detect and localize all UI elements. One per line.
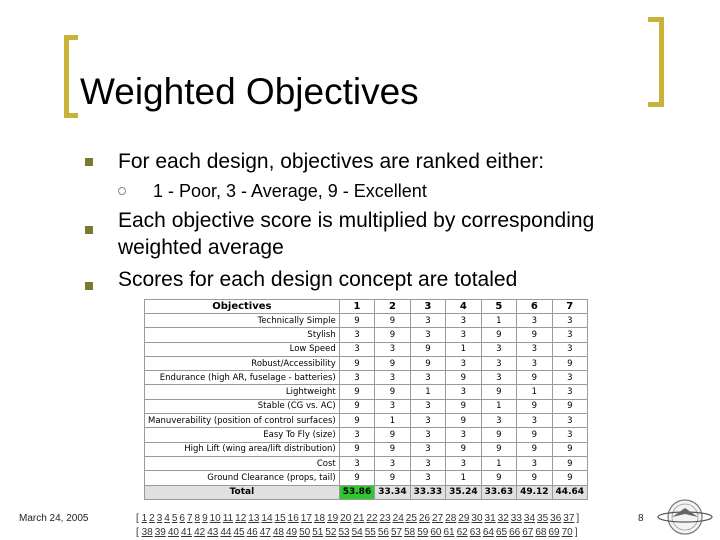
slide-link[interactable]: 32 (497, 513, 509, 524)
slide-link[interactable]: 59 (417, 527, 429, 538)
table-row (145, 442, 588, 456)
score-cell: 3 (481, 342, 516, 356)
score-cell: 3 (517, 356, 552, 370)
score-cell: 3 (410, 428, 445, 442)
score-cell: 3 (410, 314, 445, 328)
table-row (145, 342, 588, 356)
score-cell: 9 (481, 428, 516, 442)
score-cell: 9 (481, 385, 516, 399)
objective-name: Cost (145, 456, 340, 470)
table-row (145, 314, 588, 328)
slide-link[interactable]: 61 (443, 527, 455, 538)
slide-link[interactable]: 4 (164, 513, 170, 524)
slide-link[interactable]: 63 (469, 527, 481, 538)
slide-link[interactable]: 62 (456, 527, 468, 538)
score-cell: 3 (481, 356, 516, 370)
slide-link[interactable]: 51 (312, 527, 324, 538)
table-row (145, 471, 588, 485)
score-cell: 3 (552, 414, 587, 428)
score-cell: 3 (410, 371, 445, 385)
header-design-3: 3 (410, 300, 445, 314)
slide-link[interactable]: 30 (471, 513, 483, 524)
slide-link[interactable]: 34 (523, 513, 536, 524)
total-cell: 49.12 (517, 485, 552, 499)
score-cell: 3 (410, 456, 445, 470)
score-cell: 9 (446, 442, 481, 456)
score-cell: 3 (446, 356, 481, 370)
slide-link[interactable]: 69 (548, 527, 560, 538)
score-cell: 9 (339, 314, 374, 328)
objective-name: Stylish (145, 328, 340, 342)
table-row (145, 385, 588, 399)
score-cell: 3 (410, 328, 445, 342)
table-row (145, 456, 588, 470)
objective-name: High Lift (wing area/lift distribution) (145, 442, 340, 456)
header-objectives: Objectives (145, 300, 340, 314)
score-cell: 1 (446, 471, 481, 485)
nav-bracket-open: [ (136, 527, 139, 538)
score-cell: 9 (481, 328, 516, 342)
score-cell: 9 (517, 442, 552, 456)
nav-bracket-close: ] (576, 513, 580, 524)
slide-link[interactable]: 46 (246, 527, 258, 538)
slide-link[interactable]: 9 (202, 513, 208, 524)
slide-link[interactable]: 54 (351, 527, 363, 538)
header-design-2: 2 (375, 300, 410, 314)
score-cell: 3 (517, 414, 552, 428)
slide-link[interactable]: 23 (379, 513, 391, 524)
score-cell: 9 (339, 399, 374, 413)
score-cell: 9 (410, 356, 445, 370)
header-design-7: 7 (552, 300, 587, 314)
slide-link[interactable]: 15 (274, 513, 286, 524)
score-cell: 3 (446, 428, 481, 442)
score-cell: 9 (552, 471, 587, 485)
header-design-1: 1 (339, 300, 374, 314)
slide-link[interactable]: 50 (299, 527, 311, 538)
score-cell: 9 (517, 399, 552, 413)
objective-name: Robust/Accessibility (145, 356, 340, 370)
slide-link[interactable]: 8 (194, 513, 201, 524)
slide-link[interactable]: 39 (154, 527, 166, 538)
slide-link[interactable]: 55 (364, 527, 376, 538)
slide-link[interactable]: 53 (338, 527, 350, 538)
slide-link[interactable]: 52 (325, 527, 337, 538)
header-design-4: 4 (446, 300, 481, 314)
score-cell: 1 (481, 399, 516, 413)
nav-bracket-close: ] (574, 527, 578, 538)
slide-link[interactable]: 41 (180, 527, 193, 538)
bullet-icon (85, 282, 93, 290)
slide-link[interactable]: 37 (563, 513, 575, 524)
slide-link[interactable]: 36 (550, 513, 562, 524)
score-cell: 1 (481, 456, 516, 470)
slide-link[interactable]: 26 (418, 513, 431, 524)
score-cell: 9 (517, 471, 552, 485)
slide-link[interactable]: 67 (522, 527, 534, 538)
score-cell: 3 (481, 371, 516, 385)
slide-link[interactable]: 14 (261, 513, 273, 524)
bullet-2-line-2: weighted average (118, 236, 284, 259)
slide-link[interactable]: 5 (171, 513, 178, 524)
page-number: 8 (638, 513, 644, 524)
slide-link[interactable]: 57 (390, 527, 403, 538)
score-cell: 9 (517, 428, 552, 442)
score-cell: 9 (552, 456, 587, 470)
title-bracket-left (64, 35, 78, 118)
score-cell: 9 (375, 428, 410, 442)
slide-link[interactable]: 42 (194, 527, 206, 538)
score-cell: 9 (517, 371, 552, 385)
slide-link[interactable]: 66 (509, 527, 521, 538)
score-cell: 9 (446, 399, 481, 413)
slide-title: Weighted Objectives (80, 71, 419, 112)
score-cell: 3 (339, 456, 374, 470)
slide-link[interactable]: 64 (482, 527, 494, 538)
bullet-icon (85, 158, 93, 166)
header-design-6: 6 (517, 300, 552, 314)
total-cell: 33.34 (375, 485, 410, 499)
slide-link[interactable]: 7 (186, 513, 193, 524)
score-cell: 9 (375, 385, 410, 399)
score-cell: 9 (375, 356, 410, 370)
footer-date: March 24, 2005 (19, 513, 89, 524)
total-row (145, 485, 588, 499)
score-cell: 3 (517, 342, 552, 356)
score-cell: 1 (481, 314, 516, 328)
score-cell: 9 (339, 385, 374, 399)
score-cell: 3 (552, 328, 587, 342)
score-cell: 9 (552, 399, 587, 413)
table-row (145, 428, 588, 442)
table-row (145, 371, 588, 385)
total-cell: 44.64 (552, 485, 587, 499)
slide-link[interactable]: 13 (248, 513, 260, 524)
objective-name: Manuverability (position of control surfaces) (145, 414, 340, 428)
slide-link[interactable]: 3 (156, 513, 163, 524)
slide-link[interactable]: 65 (495, 527, 508, 538)
score-cell: 9 (410, 342, 445, 356)
slide-link[interactable]: 22 (366, 513, 378, 524)
slide-link[interactable]: 31 (484, 513, 496, 524)
score-cell: 9 (552, 442, 587, 456)
nav-bracket-open: [ (136, 513, 139, 524)
slide-link[interactable]: 35 (537, 513, 549, 524)
score-cell: 9 (375, 471, 410, 485)
objective-name: Stable (CG vs. AC) (145, 399, 340, 413)
score-cell: 3 (339, 328, 374, 342)
slide-link[interactable]: 21 (353, 513, 365, 524)
slide-link[interactable]: 2 (149, 513, 155, 524)
score-cell: 9 (339, 356, 374, 370)
objective-name: Lightweight (145, 385, 340, 399)
bullet-2-line-1: Each objective score is multiplied by corresponding (118, 209, 595, 232)
bullet-icon (85, 226, 93, 234)
score-cell: 9 (481, 471, 516, 485)
slide-link[interactable]: 70 (561, 527, 573, 538)
table-row (145, 356, 588, 370)
score-cell: 3 (446, 328, 481, 342)
slide-link[interactable]: 43 (207, 527, 219, 538)
score-cell: 3 (410, 399, 445, 413)
slide-link[interactable]: 56 (377, 527, 389, 538)
bullet-3: Scores for each design concept are totaled (118, 268, 518, 291)
logo-icon (656, 494, 714, 540)
objective-name: Endurance (high AR, fuselage - batteries) (145, 371, 340, 385)
slide-link[interactable]: 28 (445, 513, 457, 524)
table-row (145, 414, 588, 428)
slide-link[interactable]: 68 (535, 527, 547, 538)
objective-name: Technically Simple (145, 314, 340, 328)
objective-name: Low Speed (145, 342, 340, 356)
score-cell: 3 (410, 414, 445, 428)
slide-link[interactable]: 19 (327, 513, 339, 524)
score-cell: 9 (517, 328, 552, 342)
objective-name: Ground Clearance (props, tail) (145, 471, 340, 485)
slide-link[interactable]: 58 (404, 527, 416, 538)
slide-link[interactable]: 10 (209, 513, 221, 524)
score-cell: 1 (446, 342, 481, 356)
title-bracket-right (648, 17, 664, 107)
score-cell: 3 (375, 342, 410, 356)
slide-link[interactable]: 16 (287, 513, 299, 524)
score-cell: 9 (375, 328, 410, 342)
total-cell: 33.33 (410, 485, 445, 499)
score-cell: 3 (446, 385, 481, 399)
score-cell: 3 (446, 314, 481, 328)
slide-link[interactable]: 60 (430, 527, 442, 538)
score-cell: 3 (375, 371, 410, 385)
sub-bullet-1: 1 - Poor, 3 - Average, 9 - Excellent (153, 181, 427, 201)
score-cell: 1 (375, 414, 410, 428)
score-cell: 3 (552, 428, 587, 442)
score-cell: 3 (410, 471, 445, 485)
slide-link[interactable]: 49 (285, 527, 298, 538)
slide-link[interactable]: 48 (272, 527, 284, 538)
score-cell: 3 (339, 342, 374, 356)
objectives-table (144, 299, 585, 500)
score-cell: 3 (517, 456, 552, 470)
score-cell: 3 (446, 456, 481, 470)
table-row (145, 399, 588, 413)
score-cell: 9 (339, 442, 374, 456)
bullet-1: For each design, objectives are ranked either: (118, 150, 545, 173)
slide-link[interactable]: 20 (340, 513, 352, 524)
score-cell: 9 (481, 442, 516, 456)
total-cell: 33.63 (481, 485, 516, 499)
total-cell: 35.24 (446, 485, 481, 499)
slide-link[interactable]: 29 (458, 513, 470, 524)
total-cell: 53.86 (339, 485, 374, 499)
score-cell: 3 (375, 456, 410, 470)
objective-name: Easy To Fly (size) (145, 428, 340, 442)
slide-link[interactable]: 17 (300, 513, 312, 524)
slide-link[interactable]: 1 (141, 513, 148, 524)
score-cell: 9 (446, 371, 481, 385)
slide-link[interactable]: 40 (167, 527, 179, 538)
score-cell: 3 (339, 428, 374, 442)
score-cell: 3 (375, 399, 410, 413)
slide-link[interactable]: 12 (235, 513, 247, 524)
score-cell: 9 (446, 414, 481, 428)
sub-bullet-icon (118, 187, 126, 195)
score-cell: 3 (552, 314, 587, 328)
header-design-5: 5 (481, 300, 516, 314)
slide-link[interactable]: 18 (313, 513, 326, 524)
score-cell: 9 (339, 414, 374, 428)
score-cell: 3 (517, 314, 552, 328)
score-cell: 3 (339, 371, 374, 385)
slide-link[interactable]: 45 (233, 527, 245, 538)
slide-link[interactable]: 47 (259, 527, 271, 538)
score-cell: 1 (517, 385, 552, 399)
slide-link[interactable]: 24 (392, 513, 404, 524)
score-cell: 3 (552, 371, 587, 385)
slide-link[interactable]: 38 (141, 527, 153, 538)
slide-link[interactable]: 6 (179, 513, 185, 524)
slide-link[interactable]: 44 (220, 527, 232, 538)
total-label: Total (145, 485, 340, 499)
table-header-row (145, 300, 588, 314)
slide-navigation (136, 512, 616, 540)
score-cell: 3 (552, 385, 587, 399)
slide-link[interactable]: 11 (222, 513, 234, 524)
score-cell: 1 (410, 385, 445, 399)
slide-link[interactable]: 25 (405, 513, 417, 524)
score-cell: 3 (552, 342, 587, 356)
slide-link[interactable]: 27 (432, 513, 444, 524)
score-cell: 3 (481, 414, 516, 428)
score-cell: 9 (375, 314, 410, 328)
score-cell: 9 (552, 356, 587, 370)
slide-link[interactable]: 33 (510, 513, 522, 524)
score-cell: 9 (375, 442, 410, 456)
table-row (145, 328, 588, 342)
score-cell: 3 (410, 442, 445, 456)
score-cell: 9 (339, 471, 374, 485)
